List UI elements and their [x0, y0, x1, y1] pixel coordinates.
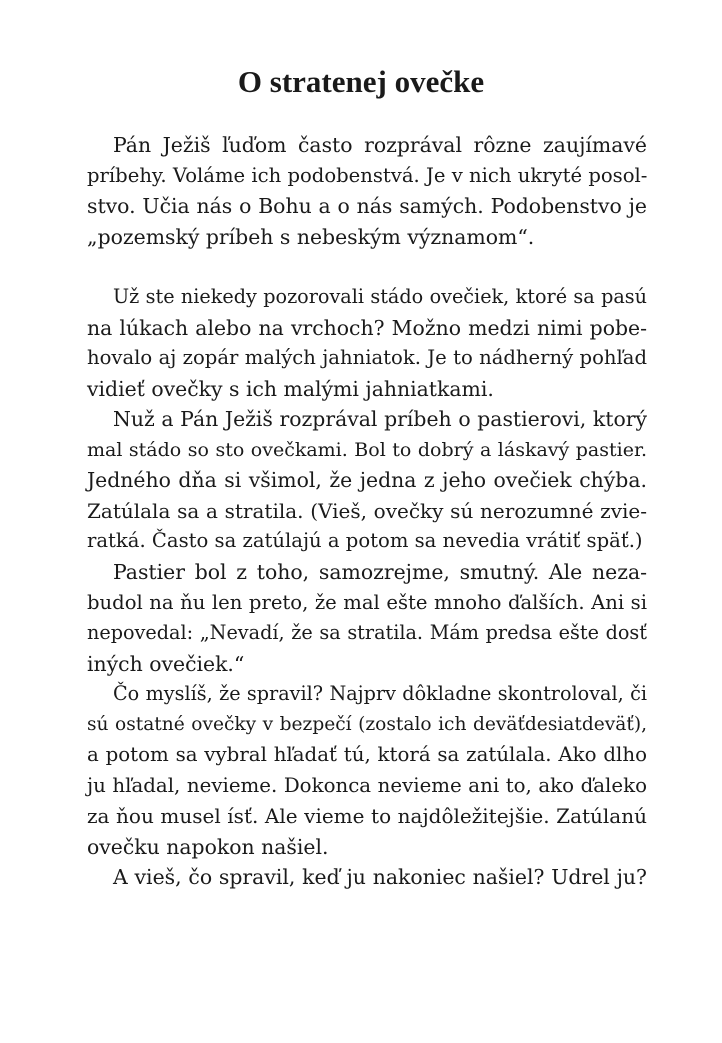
text-line: Zatúlala sa a stratila. (Vieš, ovečky sú nerozumné zvie-: [87, 498, 647, 523]
text-line: a potom sa vybral hľadať tú, ktorá sa zatúlala. Ako dlho: [87, 743, 647, 767]
paragraph-2: [87, 282, 647, 404]
text-line: Jedného dňa si všimol, že jedna z jeho ovečiek chýba.: [87, 468, 647, 493]
text-line: príbehy. Voláme ich podobenstvá. Je v nich ukryté posol-: [87, 163, 648, 187]
paragraph-4: [87, 557, 647, 679]
paragraph-5: [87, 679, 647, 863]
text-line: sú ostatné ovečky v bezpečí (zostalo ich deväťdesiatdeväť),: [87, 713, 647, 735]
text-line: na lúkach alebo na vrchoch? Možno medzi nimi pobe-: [87, 315, 647, 340]
text-line: ovečku napokon našiel.: [87, 834, 329, 859]
page-title: O stratenej ovečke: [237, 64, 485, 99]
paragraph-3: [87, 404, 647, 557]
text-line: Pán Ježiš ľuďom často rozprával rôzne zaujímavé: [113, 133, 647, 157]
text-line: Pastier bol z toho, samozrejme, smutný. Ale neza-: [113, 560, 647, 584]
text-line: vidieť ovečky s ich malými jahniatkami.: [87, 376, 494, 401]
text-line: ratká. Často sa zatúlajú a potom sa nevedia vrátiť späť.): [87, 529, 643, 553]
text-line: iných ovečiek.“: [87, 651, 245, 676]
text-line: Nuž a Pán Ježiš rozprával príbeh o pastierovi, ktorý: [113, 407, 647, 431]
text-line: za ňou musel ísť. Ale vieme to najdôležitejšie. Zatúlanú: [87, 804, 647, 829]
paragraph-6: [87, 862, 647, 893]
text-line: Čo myslíš, že spravil? Najprv dôkladne skontroloval, či: [113, 682, 647, 705]
text-line: budol na ňu len preto, že mal ešte mnoho ďalších. Ani si: [87, 590, 647, 614]
text-line: A vieš, čo spravil, keď ju nakoniec našiel? Udrel ju?: [113, 865, 647, 889]
text-line: nepovedal: „Nevadí, že sa stratila. Mám predsa ešte dosť: [87, 621, 647, 645]
text-line: hovalo aj zopár malých jahniatok. Je to nádherný pohľad: [87, 346, 647, 370]
text-line: „pozemský príbeh s nebeským významom“.: [87, 224, 535, 249]
text-line: Už ste niekedy pozorovali stádo ovečiek, ktoré sa pasú: [113, 285, 647, 308]
text-line: mal stádo so sto ovečkami. Bol to dobrý a láskavý pastier.: [87, 438, 647, 461]
paragraph-1: [87, 130, 647, 252]
text-line: ju hľadal, nevieme. Dokonca nevieme ani to, ako ďaleko: [87, 773, 647, 797]
text-line: stvo. Učia nás o Bohu a o nás samých. Podobenstvo je: [87, 194, 647, 219]
